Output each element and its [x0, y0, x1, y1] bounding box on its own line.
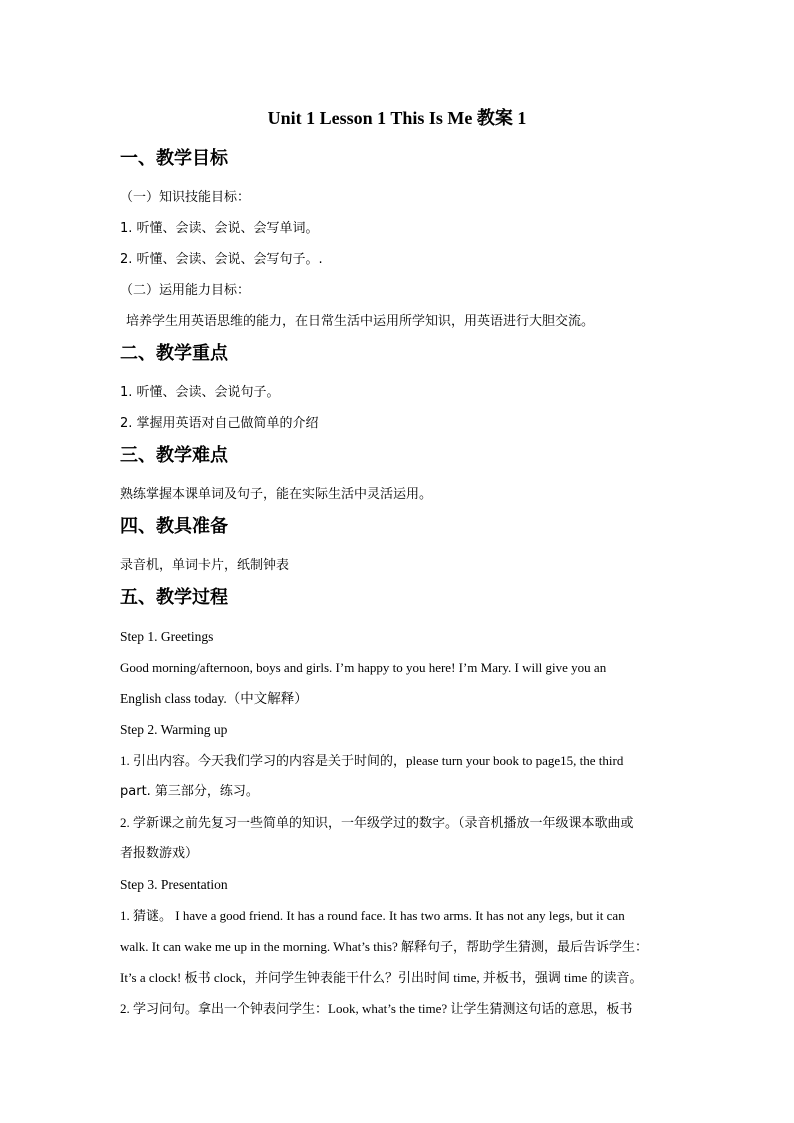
section-heading-materials: 四、教具准备	[120, 516, 228, 537]
text-line: 2. 学新课之前先复习一些简单的知识，一年级学过的数字。（录音机播放一年级课本歌曲或	[120, 815, 634, 830]
section-heading-key-points: 二、教学重点	[120, 343, 228, 364]
text-line: 2. 学习问句。拿出一个钟表问学生：Look, what’s the time? 让学生猜测这句话的意思，板书	[120, 1001, 633, 1016]
text-line: 2. 掌握用英语对自己做简单的介绍	[120, 416, 319, 431]
text-line: Step 2. Warming up	[120, 722, 228, 737]
section-heading-difficulties: 三、教学难点	[120, 445, 228, 466]
document-page	[120, 104, 674, 1024]
section-heading-process: 五、教学过程	[120, 587, 228, 608]
text-line: Step 3. Presentation	[120, 877, 228, 892]
text-line: （一）知识技能目标：	[120, 190, 251, 205]
text-line: 者报数游戏）	[120, 846, 199, 861]
text-line: 录音机，单词卡片，纸制钟表	[120, 558, 290, 573]
text-line: 2. 听懂、会读、会说、会写句子。.	[120, 252, 323, 267]
text-line: It’s a clock! 板书 clock，并问学生钟表能干什么？引出时间 time, 并板书，强调 time 的读音。	[120, 970, 643, 985]
section-heading-objectives: 一、教学目标	[120, 148, 228, 169]
text-line: （二）运用能力目标：	[120, 283, 251, 298]
text-line: 1. 听懂、会读、会说、会写单词。	[120, 221, 319, 236]
text-line: 培养学生用英语思维的能力，在日常生活中运用所学知识，用英语进行大胆交流。	[126, 314, 595, 329]
text-line: English class today.（中文解释）	[120, 691, 308, 706]
text-line: 熟练掌握本课单词及句子，能在实际生活中灵活运用。	[120, 487, 433, 502]
text-line: Step 1. Greetings	[120, 629, 214, 644]
text-line: 1. 听懂、会读、会说句子。	[120, 385, 280, 400]
document-title: Unit 1 Lesson 1 This Is Me 教案 1	[267, 108, 527, 128]
text-line: 1. 猜谜。 I have a good friend. It has a round face. It has two arms. It has not any legs, but it can	[120, 908, 625, 923]
text-line: 1. 引出内容。今天我们学习的内容是关于时间的，please turn your book to page15, the third	[120, 753, 624, 768]
text-line: Good morning/afternoon, boys and girls. I’m happy to you here! I’m Mary. I will give you an	[120, 660, 607, 675]
text-line: part. 第三部分，练习。	[120, 784, 259, 799]
text-line: walk. It can wake me up in the morning. What’s this? 解释句子，帮助学生猜测，最后告诉学生：	[120, 939, 648, 954]
